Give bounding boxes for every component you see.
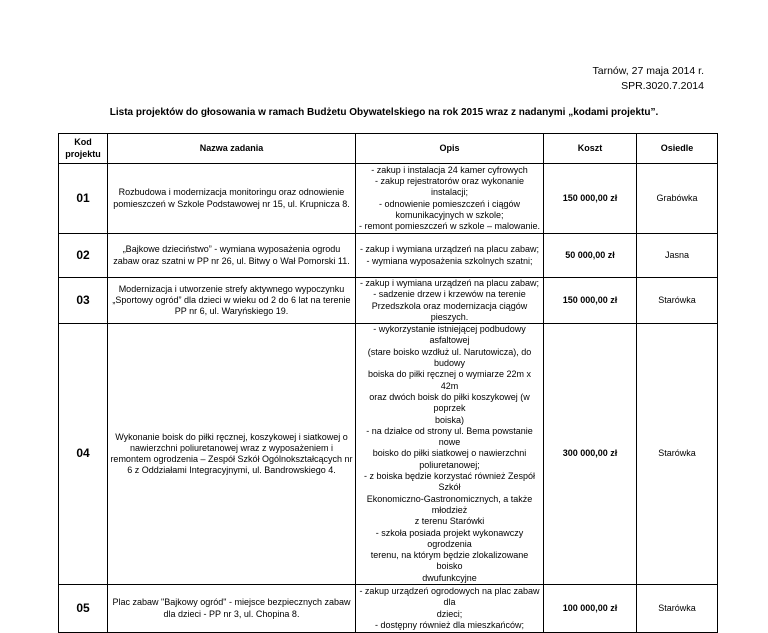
description-line: dzieci; bbox=[436, 608, 463, 619]
project-cost: 100 000,00 zł bbox=[544, 585, 637, 633]
description-line: - sadzenie drzew i krzewów na terenie bbox=[373, 289, 526, 300]
project-district: Starówka bbox=[637, 585, 718, 633]
description-line: - z boiska będzie korzystać również Zespół Szkół bbox=[363, 471, 536, 493]
table-row bbox=[59, 324, 718, 585]
reference-number: SPR.3020.7.2014 bbox=[621, 80, 704, 92]
table-row bbox=[59, 278, 718, 324]
project-district: Starówka bbox=[637, 324, 718, 585]
project-name: Modernizacja i utworzenie strefy aktywnego wypoczynku „Sportowy ogród” dla dzieci w wieku od 2 do 6 lat na terenie PP nr 6, ul. Waryńskiego 19. bbox=[108, 278, 356, 324]
project-cost: 300 000,00 zł bbox=[544, 324, 637, 585]
description-line: boiska do piłki ręcznej o wymiarze 22m x 42m bbox=[367, 369, 532, 391]
project-description bbox=[356, 324, 544, 585]
project-code: 03 bbox=[59, 278, 108, 324]
project-district: Jasna bbox=[637, 234, 718, 278]
description-line: dwufunkcyjne bbox=[422, 572, 477, 583]
project-name: Wykonanie boisk do piłki ręcznej, koszykowej i siatkowej o nawierzchni poliuretanowej wraz z wyposażeniem i remontem ogrodzenia – Zespół Szkół Ogólnokształcących nr 6 z Oddziałami Integracyjnymi, ul. Bandrowskiego 4. bbox=[108, 324, 356, 585]
document-header bbox=[593, 64, 705, 94]
project-cost: 50 000,00 zł bbox=[544, 234, 637, 278]
description-line: - wymiana wyposażenia szkolnych szatni; bbox=[366, 255, 533, 266]
description-line: terenu, na którym będzie zlokalizowane boisko bbox=[370, 550, 529, 572]
description-line: - zakup urządzeń ogrodowych na plac zabaw dla bbox=[359, 585, 540, 608]
description-line: - zakup i wymiana urządzeń na placu zabaw; bbox=[359, 244, 540, 255]
project-description bbox=[356, 585, 544, 633]
table-header-row bbox=[59, 134, 718, 164]
col-header-cost: Koszt bbox=[544, 134, 637, 164]
project-description bbox=[356, 234, 544, 278]
project-cost: 150 000,00 zł bbox=[544, 164, 637, 234]
project-name: Plac zabaw "Bajkowy ogród" - miejsce bezpiecznych zabaw dla dzieci - PP nr 3, ul. Chopina 8. bbox=[108, 585, 356, 633]
project-description bbox=[356, 164, 544, 234]
description-line: - zakup i wymiana urządzeń na placu zabaw; bbox=[359, 278, 540, 288]
project-code: 04 bbox=[59, 324, 108, 585]
project-district: Grabówka bbox=[637, 164, 718, 234]
table-row bbox=[59, 234, 718, 278]
description-line: boiska) bbox=[434, 414, 464, 425]
project-name: Rozbudowa i modernizacja monitoringu oraz odnowienie pomieszczeń w Szkole Podstawowej nr 15, ul. Krupnicza 8. bbox=[108, 164, 356, 234]
description-line: - na działce od strony ul. Bema powstanie nowe bbox=[366, 425, 533, 448]
project-description bbox=[356, 278, 544, 324]
col-header-code: Kod projektu bbox=[59, 134, 108, 164]
col-header-desc: Opis bbox=[356, 134, 544, 164]
description-line: - zakup i instalacja 24 kamer cyfrowych bbox=[371, 164, 528, 175]
description-line: Przedszkola oraz modernizacja ciągów pieszych. bbox=[371, 300, 528, 322]
project-cost: 150 000,00 zł bbox=[544, 278, 637, 324]
description-line: - dostępny również dla mieszkańców; bbox=[374, 619, 525, 630]
description-line: (stare boisko wzdłuż ul. Narutowicza), do budowy bbox=[367, 346, 532, 369]
table-row bbox=[59, 164, 718, 234]
description-line: komunikacyjnych w szkole; bbox=[395, 209, 504, 220]
table-row bbox=[59, 585, 718, 633]
description-line: Ekonomiczno-Gastronomicznych, a także młodzież bbox=[366, 493, 533, 515]
col-header-name: Nazwa zadania bbox=[108, 134, 356, 164]
description-line: oraz dwóch boisk do piłki koszykowej (w poprzek bbox=[369, 391, 530, 414]
description-line: - zakup rejestratorów oraz wykonanie instalacji; bbox=[374, 175, 525, 198]
document-title: Lista projektów do głosowania w ramach Budżetu Obywatelskiego na rok 2015 wraz z nadanymi „kodami projektu”. bbox=[109, 107, 659, 118]
project-code: 05 bbox=[59, 585, 108, 633]
description-line: - szkoła posiada projekt wykonawczy ogrodzenia bbox=[375, 527, 524, 549]
project-code: 02 bbox=[59, 234, 108, 278]
description-line: - odnowienie pomieszczeń i ciągów bbox=[378, 198, 521, 209]
col-header-district: Osiedle bbox=[637, 134, 718, 164]
description-line: boisko do piłki siatkowej o nawierzchni bbox=[372, 448, 527, 459]
description-line: - wykorzystanie istniejącej podbudowy asfaltowej bbox=[373, 324, 526, 346]
project-district: Starówka bbox=[637, 278, 718, 324]
project-code: 01 bbox=[59, 164, 108, 234]
place-date: Tarnów, 27 maja 2014 r. bbox=[592, 65, 704, 77]
projects-table bbox=[58, 133, 718, 633]
description-line: z terenu Starówki bbox=[414, 516, 485, 527]
description-line: poliuretanowej; bbox=[419, 459, 480, 470]
project-name: „Bajkowe dzieciństwo” - wymiana wyposażenia ogrodu zabaw oraz szatni w PP nr 26, ul. Bitwy o Wał Pomorski 11. bbox=[108, 234, 356, 278]
description-line: - remont pomieszczeń w szkole – malowanie. bbox=[358, 221, 541, 232]
